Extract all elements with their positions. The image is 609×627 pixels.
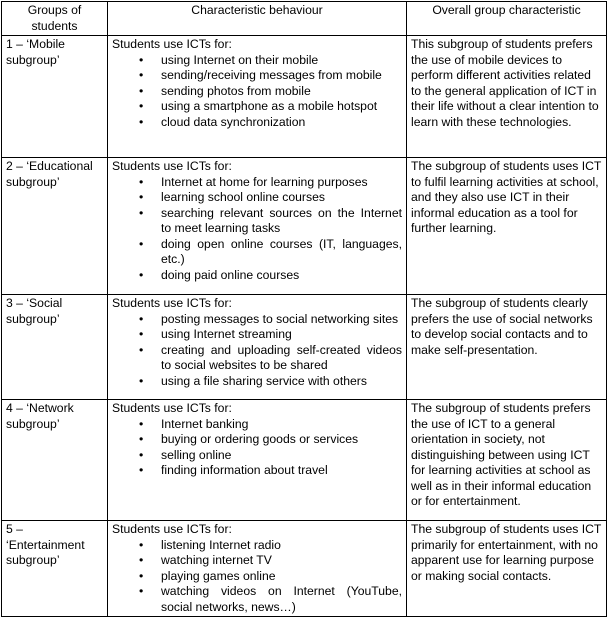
list-item: • watching videos on Internet (YouTube, social networks, news…) [161,584,402,615]
behaviour-cell [108,400,407,521]
behaviour-intro: Students use ICTs for: [112,296,232,310]
behaviour-list [112,417,402,479]
list-item: • Internet banking [161,417,402,433]
list-item: • using Internet on their mobile [161,53,402,69]
behaviour-list [112,312,402,390]
behaviour-list [112,538,402,616]
behaviour-intro: Students use ICTs for: [112,37,232,51]
header-groups: Groups of students [2,2,108,36]
list-item: • selling online [161,448,402,464]
table-row [2,158,607,295]
behaviour-intro: Students use ICTs for: [112,401,232,415]
group-cell: 3 – ‘Social subgroup’ [2,295,108,400]
list-item: • playing games online [161,569,402,585]
list-item: • doing open online courses (IT, languages, etc.) [161,237,402,268]
group-cell: 1 – ‘Mobile subgroup’ [2,36,108,158]
list-item: • cloud data synchronization [161,115,402,131]
list-item: • searching relevant sources on the Internet to meet learning tasks [161,206,402,237]
overall-cell: The subgroup of students prefers the use of ICT to a general orientation in society, not distinguishing between using ICT for learning activities at school as well as in their informal education or for entertainment. [407,400,607,521]
group-cell: 5 – ‘Entertainment subgroup’ [2,521,108,617]
table-row [2,295,607,400]
behaviour-intro: Students use ICTs for: [112,159,232,173]
behaviour-intro: Students use ICTs for: [112,522,232,536]
list-item: • learning school online courses [161,190,402,206]
list-item: • using a smartphone as a mobile hotspot [161,99,402,115]
list-item: • finding information about travel [161,463,402,479]
list-item: • sending photos from mobile [161,84,402,100]
behaviour-cell [108,36,407,158]
list-item: • sending/receiving messages from mobile [161,68,402,84]
list-item: • creating and uploading self-created videos to social websites to be shared [161,343,402,374]
table-row [2,521,607,617]
list-item: • buying or ordering goods or services [161,432,402,448]
list-item: • listening Internet radio [161,538,402,554]
table-row [2,400,607,521]
behaviour-cell [108,521,407,617]
header-overall: Overall group characteristic [407,2,607,36]
behaviour-list [112,175,402,284]
list-item: • doing paid online courses [161,268,402,284]
group-cell: 4 – ‘Network subgroup’ [2,400,108,521]
list-item: • watching internet TV [161,553,402,569]
overall-cell: This subgroup of students prefers the use of mobile devices to perform different activities related to the general application of ICT in their life without a clear intention to learn with these technologies. [407,36,607,158]
behaviour-cell [108,295,407,400]
table-row [2,36,607,158]
list-item: • using a file sharing service with others [161,374,402,390]
behaviour-cell [108,158,407,295]
overall-cell: The subgroup of students uses ICT to fulfil learning activities at school, and they also use ICT in their informal education as a tool for further learning. [407,158,607,295]
overall-cell: The subgroup of students uses ICT primarily for entertainment, with no apparent use for learning purpose or making social contacts. [407,521,607,617]
behaviour-list [112,53,402,131]
header-behaviour: Characteristic behaviour [108,2,407,36]
overall-cell: The subgroup of students clearly prefers the use of social networks to develop social contacts and to make self-presentation. [407,295,607,400]
list-item: • posting messages to social networking sites [161,312,402,328]
list-item: • Internet at home for learning purposes [161,175,402,191]
list-item: • using Internet streaming [161,327,402,343]
header-row [2,2,607,36]
student-groups-table [1,1,607,617]
group-cell: 2 – ‘Educational subgroup’ [2,158,108,295]
